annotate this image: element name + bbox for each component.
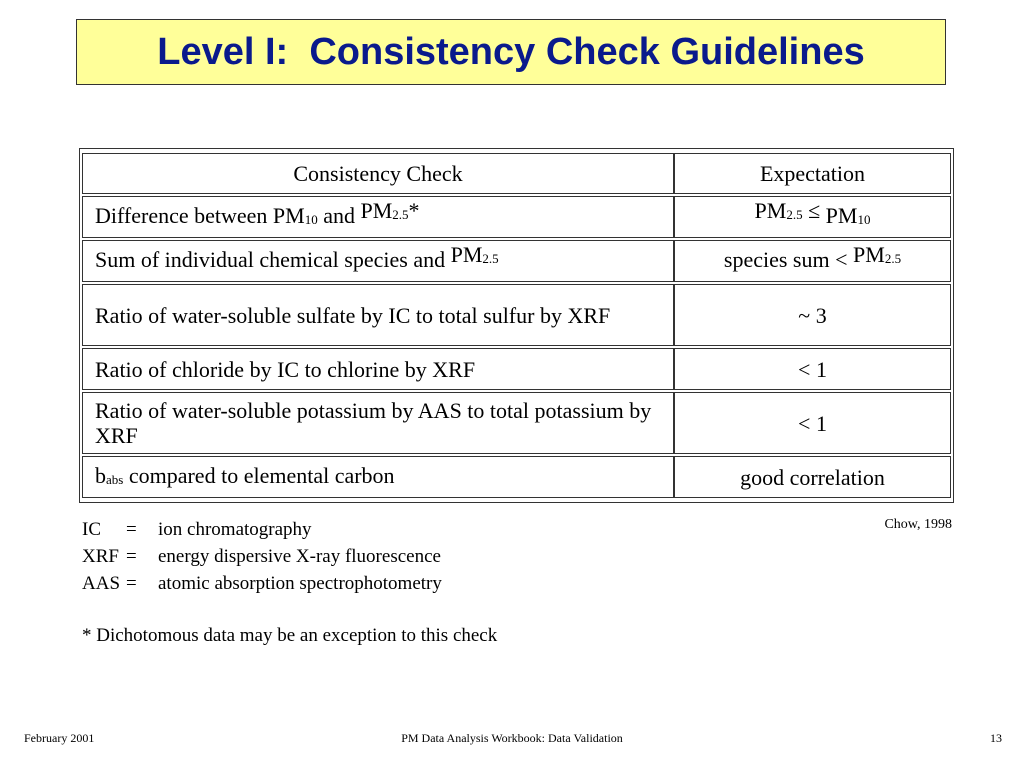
- subscript: 2.5: [482, 251, 499, 266]
- pm-text: PM: [825, 203, 858, 228]
- table-header-row: [82, 153, 951, 194]
- legend-equals: =: [126, 519, 137, 540]
- table-row: [82, 348, 951, 390]
- subscript: 10: [304, 212, 318, 227]
- table-row: [82, 284, 951, 346]
- legend-definition: ion chromatography: [158, 519, 312, 540]
- legend-equals: =: [126, 573, 137, 594]
- expectation-cell: [674, 240, 951, 282]
- header-expectation: Expectation: [674, 153, 951, 194]
- pm-text: PM: [754, 198, 787, 223]
- check-text: compared to elemental carbon: [123, 463, 395, 488]
- slide-title-box: [76, 19, 946, 85]
- footer-page-number: 13: [990, 731, 1002, 745]
- subscript: 2.5: [786, 207, 803, 222]
- table-row: [82, 456, 951, 498]
- subscript: 2.5: [392, 207, 409, 222]
- citation: Chow, 1998: [884, 517, 952, 532]
- check-cell: Ratio of water-soluble sulfate by IC to total sulfur by XRF: [82, 284, 674, 346]
- check-cell: Ratio of water-soluble potassium by AAS to total potassium by XRF: [82, 392, 674, 454]
- subscript: 2.5: [884, 251, 902, 266]
- check-cell: [82, 456, 674, 498]
- abbreviation-legend: [82, 516, 442, 597]
- subscript: 10: [857, 212, 871, 227]
- legend-definition: atomic absorption spectrophotometry: [158, 573, 442, 594]
- check-text: b: [95, 463, 106, 488]
- check-cell: [82, 240, 674, 282]
- legend-item: [82, 516, 442, 543]
- expect-text: species sum <: [723, 247, 854, 272]
- slide-title: Level I: Consistency Check Guidelines: [157, 30, 865, 73]
- check-text: Difference between PM: [95, 203, 305, 228]
- legend-abbr: IC: [82, 519, 101, 540]
- footer-title: PM Data Analysis Workbook: Data Validation: [401, 731, 623, 745]
- header-consistency-check: Consistency Check: [82, 153, 674, 194]
- pm-text: PM: [450, 242, 483, 267]
- table-row: [82, 196, 951, 238]
- subscript: abs: [106, 472, 124, 487]
- expectation-cell: [674, 196, 951, 238]
- operator: ≤: [802, 198, 826, 223]
- expectation-cell: < 1: [674, 392, 951, 454]
- pm-text: PM: [360, 198, 393, 223]
- pm-term: [755, 198, 826, 223]
- legend-definition: energy dispersive X-ray fluorescence: [158, 546, 441, 567]
- consistency-table: [79, 148, 954, 503]
- check-text: Sum of individual chemical species and: [95, 247, 451, 272]
- expectation-cell: < 1: [674, 348, 951, 390]
- pm-term: [361, 198, 420, 223]
- legend-abbr: AAS: [82, 573, 121, 594]
- legend-equals: =: [126, 546, 137, 567]
- check-text: and: [317, 203, 361, 228]
- pm-term: [853, 242, 901, 267]
- table-row: [82, 240, 951, 282]
- asterisk: *: [408, 198, 420, 223]
- pm-text: PM: [853, 242, 885, 267]
- footnote: * Dichotomous data may be an exception to this check: [82, 625, 498, 646]
- check-cell: Ratio of chloride by IC to chlorine by XRF: [82, 348, 674, 390]
- expectation-cell: good correlation: [674, 456, 951, 498]
- table-row: [82, 392, 951, 454]
- expectation-cell: ~ 3: [674, 284, 951, 346]
- legend-item: [82, 570, 442, 597]
- footer-date: February 2001: [24, 731, 95, 745]
- check-cell: [82, 196, 674, 238]
- pm-term: [451, 242, 499, 267]
- legend-item: [82, 543, 442, 570]
- legend-abbr: XRF: [82, 546, 119, 567]
